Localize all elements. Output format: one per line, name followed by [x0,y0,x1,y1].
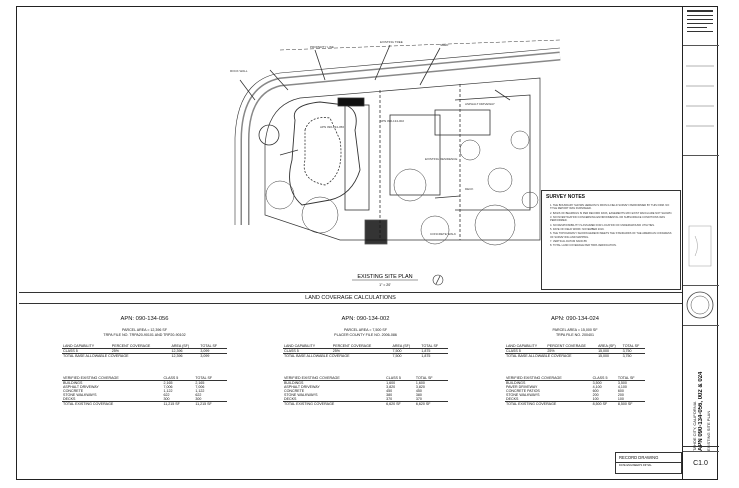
total-allow-sf: 3,750 [622,354,645,359]
label-deck: DECK [465,187,474,191]
cell: CLASS 5 [506,349,521,353]
cell: CLASS 5 [284,349,299,353]
cell: 370 [415,397,422,401]
plan-scale: 1" = 20' [379,283,391,287]
cell: 450 [415,389,422,393]
col-header: VERIFIED EXISTING COVERAGE [506,376,562,380]
total-exist-label: TOTAL EXISTING COVERAGE [62,402,162,407]
label-asphalt: ASPHALT DRIVEWAY [465,102,495,106]
total-allow-label: TOTAL BASE ALLOWABLE COVERAGE [62,354,171,359]
parcel-apn: APN: 090-134-024 [550,316,600,322]
label-apn-002: APN 090-134-002 [380,119,405,123]
cell: 380 [386,393,393,397]
total-exist-class: 6,620 SF [385,402,415,407]
total-exist-class: 8,500 SF [592,402,617,407]
seal-area [683,286,719,326]
cell: CONCRETE [63,389,84,393]
cell: 600 [592,389,599,393]
survey-note: 6. THE TOPOGRAPHY SHOWN HEREON MEETS THE STANDARDS OF THE AMERICAN CONGRESS OF SURVEYING AND MAPPING. [550,232,672,239]
col-header: TOTAL SF [617,376,635,380]
record-drawing-sub: DATE ENGINEER'S INITIAL [619,464,652,467]
survey-note: 5. DATE OF FIELD WORK: NOVEMBER 2019. [550,227,605,231]
col-header: TOTAL SF [622,344,640,348]
capability-table [283,344,448,358]
total-allow-area: 7,500 [392,354,421,359]
cell: BUILDINGS [63,381,83,385]
cell: 7,006 [163,385,173,389]
total-exist-label: TOTAL EXISTING COVERAGE [283,402,385,407]
col-header: CLASS 5 [163,376,179,380]
col-header: LAND CAPABILITY [63,344,95,348]
title-main: APN 090-134-056, 002 & 024 [697,371,704,451]
verified-table [283,376,448,406]
cell: 3,820 [415,385,425,389]
col-header: PERCENT COVERAGE [547,344,586,348]
record-drawing-box [615,452,682,474]
project-title-area [683,326,719,452]
cell: STONE WALKWAYS [284,393,318,397]
label-apn-056: APN 090-134-056 [320,125,345,129]
col-header: TOTAL SF [195,376,213,380]
total-exist-sf: 8,500 SF [617,402,645,407]
cell: CONCRETE PATIOS [506,389,540,393]
cell: 3,820 [386,385,396,389]
parcel-block [62,316,227,406]
cell: 622 [163,393,170,397]
col-header: PERCENT COVERAGE [332,344,372,348]
label-rock-wall: ROCK WALL [230,69,248,73]
label-shed: SHED [440,43,449,47]
cell: 3,500 [592,381,602,385]
total-allow-label: TOTAL BASE ALLOWABLE COVERAGE [505,354,597,359]
cell: 200 [617,393,624,397]
cell: 7,006 [195,385,205,389]
cell: 1,122 [163,389,173,393]
total-allow-area: 15,000 [597,354,622,359]
total-allow-area: 12,396 [171,354,200,359]
survey-notes [541,190,681,290]
survey-note: 1. THE BOUNDARY SHOWN HEREON IS FROM A FIELD SURVEY PERFORMED BY THIS FIRM. NO TITLE REPORT WAS FURNISHED. [550,204,670,211]
title-client: TAHOE CITY, CALIFORNIA [691,401,697,451]
col-header: CLASS 5 [592,376,608,380]
cell: 300 [195,397,202,401]
parcel-file: PLACER COUNTY FILE NO. 2006-086 [334,333,397,337]
cell: 622 [195,393,202,397]
survey-note: 8. TOTAL LAND COVERAGE PER TRPA VERIFICATION. [550,244,617,248]
cell: CONCRETE [284,389,305,393]
total-allow-label: TOTAL BASE ALLOWABLE COVERAGE [283,354,392,359]
col-header: TOTAL SF [415,376,433,380]
parcel-area: PARCEL AREA = 12,396 SF [121,328,168,332]
cell: STONE WALKWAYS [506,393,540,397]
cell: BUILDINGS [506,381,526,385]
total-exist-class: 11,215 SF [162,402,194,407]
col-header: VERIFIED EXISTING COVERAGE [284,376,340,380]
firm-logo-area [683,6,719,46]
cell: STONE WALKWAYS [63,393,97,397]
cell: 300 [163,397,170,401]
cell: 370 [386,397,393,401]
cell: 4,100 [617,385,627,389]
col-header: PERCENT COVERAGE [111,344,151,348]
capability-table [505,344,645,358]
parcel-apn: APN: 090-134-056 [120,316,169,322]
label-property-line: PROPERTY LINE [310,45,334,49]
land-coverage-title: LAND COVERAGE CALCULATIONS [19,292,682,304]
cell: DECKS [284,397,297,401]
stamp-area [683,156,719,286]
total-exist-sf: 11,215 SF [194,402,227,407]
cell: 450 [386,389,393,393]
cell: 100 [592,397,599,401]
cell: 3,500 [617,381,627,385]
col-header: AREA (SF) [392,344,411,348]
cell: 25% [332,349,340,353]
cell: 3,099 [200,349,210,353]
cell: 1,600 [415,381,425,385]
engineer-seal-icon [683,286,717,324]
cell: 380 [415,393,422,397]
cell: 2,165 [163,381,173,385]
parcel-file: TRPA FILE NO. 200401 [555,333,595,337]
col-header: LAND CAPABILITY [506,344,538,348]
survey-note: 7. VERTICAL DATUM NAVD 88. [550,239,588,243]
parcel-block [505,316,645,406]
cell: BUILDINGS [284,381,304,385]
total-allow-sf: 1,875 [420,354,448,359]
total-allow-sf: 3,099 [199,354,227,359]
record-drawing-title: RECORD DRAWING [616,453,681,463]
col-header: AREA (SF) [598,344,616,348]
parcel-apn: APN: 090-134-002 [341,316,390,322]
cell: 2,165 [195,381,205,385]
col-header: TOTAL SF [421,344,439,348]
label-residence: EXISTING RESIDENCE [425,157,458,161]
survey-note: 3. NO INVESTIGATION CONCERNING ENVIRONMENTAL OR SUBSURFACE CONDITIONS WAS PERFORMED. [550,215,665,223]
plan-title: EXISTING SITE PLAN [357,274,413,280]
cell: 1,122 [195,389,205,393]
cell: 12,396 [171,349,183,353]
title-sub: EXISTING SITE PLAN [705,410,711,451]
survey-note: 2. BASIS OF BEARINGS IS PER RECORD DATA; EASEMENTS MAY EXIST WHICH ARE NOT SHOWN. [550,211,673,215]
cell: ASPHALT DRIVEWAY [284,385,320,389]
cell: ASPHALT DRIVEWAY [63,385,99,389]
cell: 600 [617,389,624,393]
verified-table [62,376,227,406]
cell: DECKS [63,397,76,401]
cell: 15,000 [598,349,610,353]
col-header: AREA (SF) [171,344,190,348]
cell: 100 [617,397,624,401]
label-tree: EXISTING TREE [380,40,403,44]
verified-table [505,376,645,406]
cell: 1,600 [386,381,396,385]
total-exist-label: TOTAL EXISTING COVERAGE [505,402,592,407]
cell: 4,100 [592,385,602,389]
sheet-number: C1.0 [682,446,719,480]
parcel-area: PARCEL AREA = 15,000 SF [552,328,598,332]
cell: 200 [592,393,599,397]
cell: PAVER DRIVEWAY [506,385,538,389]
cell: 1,875 [421,349,431,353]
cell: 7,500 [392,349,402,353]
survey-notes-title: SURVEY NOTES [546,194,585,200]
col-header: CLASS 5 [386,376,401,380]
revision-area [683,46,719,156]
parcel-area: PARCEL AREA = 7,500 SF [343,328,388,332]
cell: 25% [547,349,555,353]
title-block [682,6,719,480]
parcel-file: TRPA FILE NO. TRPA20-90101 AND TRP20-90102 [103,333,186,337]
col-header: VERIFIED EXISTING COVERAGE [63,376,119,380]
firm-logo-icon [683,6,717,44]
capability-table [62,344,227,358]
label-walk: CONCRETE WALK [430,232,457,236]
parcel-block [283,316,448,406]
cell: DECKS [506,397,519,401]
col-header: TOTAL SF [200,344,218,348]
north-arrow-icon [433,275,443,285]
col-header: LAND CAPABILITY [284,344,316,348]
cell: 25% [111,349,119,353]
cell: 3,750 [622,349,632,353]
survey-note: 4. NO RESPONSIBILITY IS ASSUMED FOR LOCATION OF UNDERGROUND UTILITIES. [550,223,655,227]
cell: CLASS 5 [63,349,78,353]
total-exist-sf: 6,620 SF [415,402,448,407]
